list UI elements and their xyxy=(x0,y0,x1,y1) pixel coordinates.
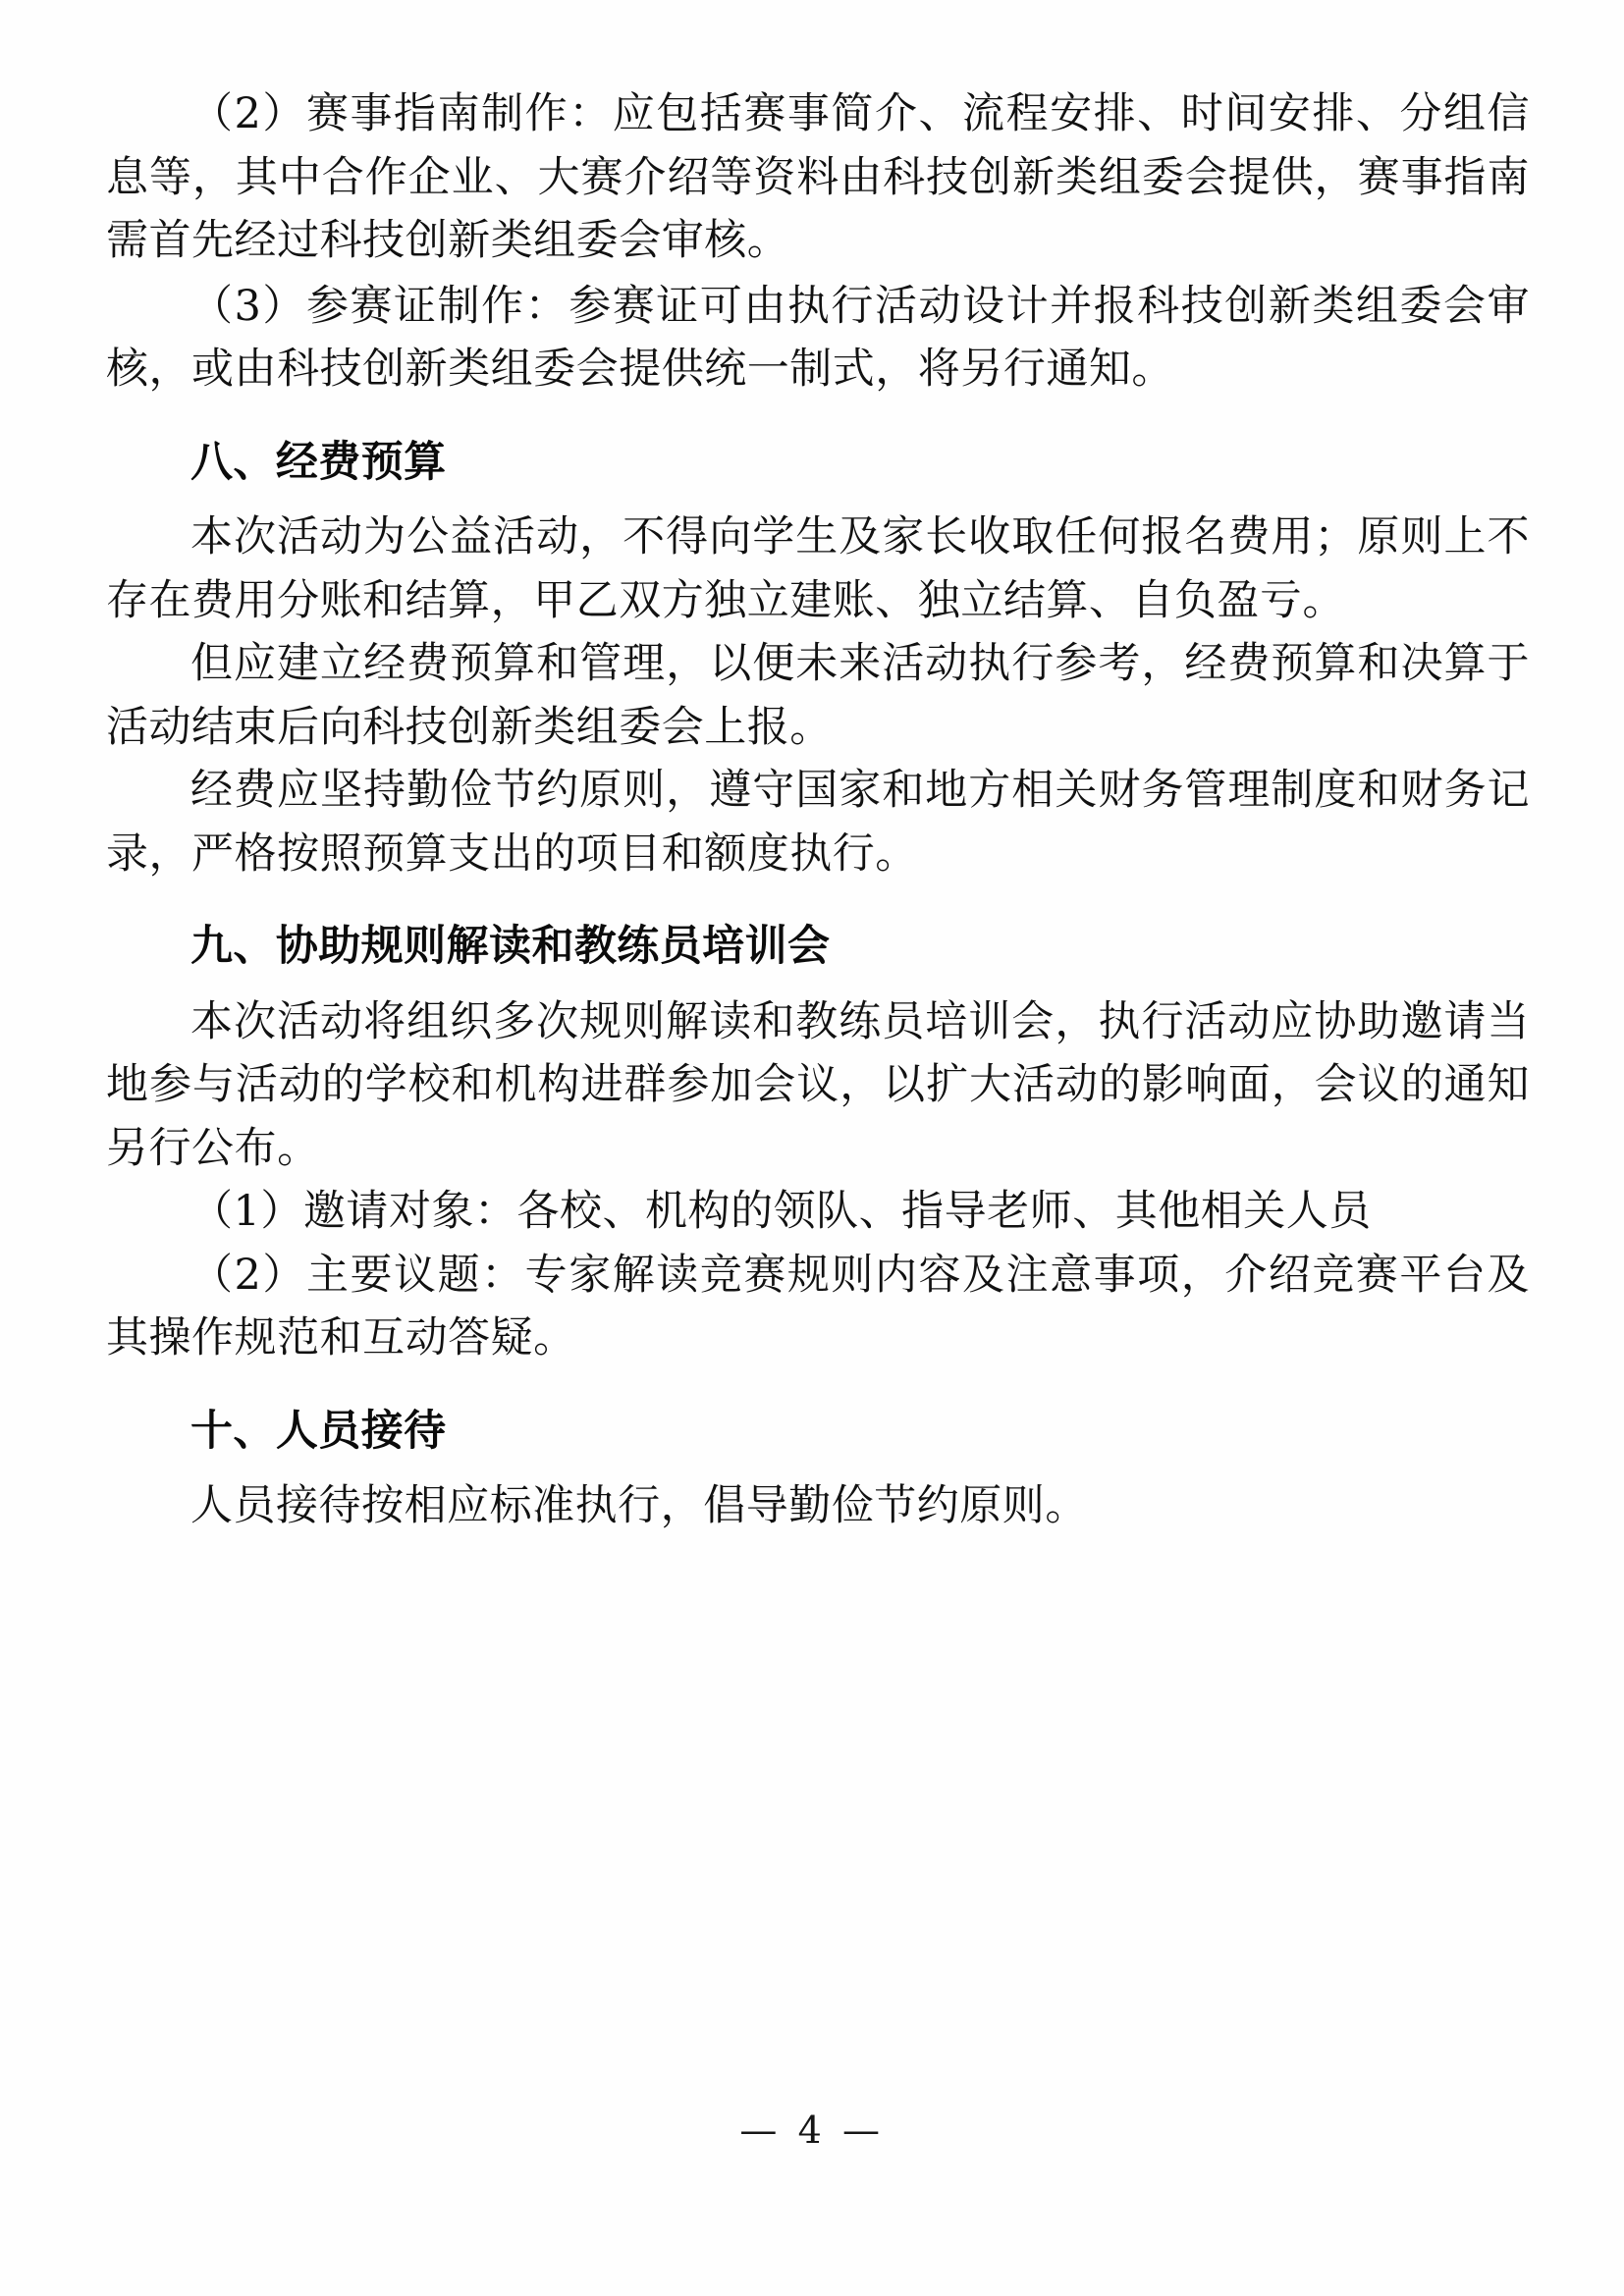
paragraph-guide-production: （2）赛事指南制作：应包括赛事简介、流程安排、时间安排、分组信息等，其中合作企业、大赛介绍等资料由科技创新类组委会提供，赛事指南需首先经过科技创新类组委会审核。 xyxy=(106,89,1530,265)
paragraph-reception-standard: 人员接待按相应标准执行，倡导勤俭节约原则。 xyxy=(190,1481,1088,1530)
heading-personnel-reception: 十、人员接待 xyxy=(190,1406,447,1456)
page-content xyxy=(106,82,1530,1538)
paragraph-training-meetings: 本次活动将组织多次规则解读和教练员培训会，执行活动应协助邀请当地参与活动的学校和机构进群参加会议，以扩大活动的影响面，会议的通知另行公布。 xyxy=(106,996,1530,1173)
paragraph-badge-production: （3）参赛证制作：参赛证可由执行活动设计并报科技创新类组委会审核，或由科技创新类组委会提供统一制式，将另行通知。 xyxy=(106,281,1530,394)
paragraph-main-topics: （2）主要议题：专家解读竞赛规则内容及注意事项，介绍竞赛平台及其操作规范和互动答疑。 xyxy=(106,1250,1530,1362)
heading-rules-and-coach-training: 九、协助规则解读和教练员培训会 xyxy=(190,922,831,971)
paragraph-budget-management: 但应建立经费预算和管理，以便未来活动执行参考，经费预算和决算于活动结束后向科技创新类组委会上报。 xyxy=(106,639,1530,752)
paragraph-invitees: （1）邀请对象：各校、机构的领队、指导老师、其他相关人员 xyxy=(190,1187,1372,1236)
page-number: — 4 — xyxy=(739,2109,885,2152)
paragraph-frugality-principle: 经费应坚持勤俭节约原则，遵守国家和地方相关财务管理制度和财务记录，严格按照预算支出的项目和额度执行。 xyxy=(106,766,1530,879)
paragraph-public-welfare: 本次活动为公益活动，不得向学生及家长收取任何报名费用；原则上不存在费用分账和结算，甲乙双方独立建账、独立结算、自负盈亏。 xyxy=(106,512,1530,625)
heading-budget: 八、经费预算 xyxy=(190,437,447,487)
